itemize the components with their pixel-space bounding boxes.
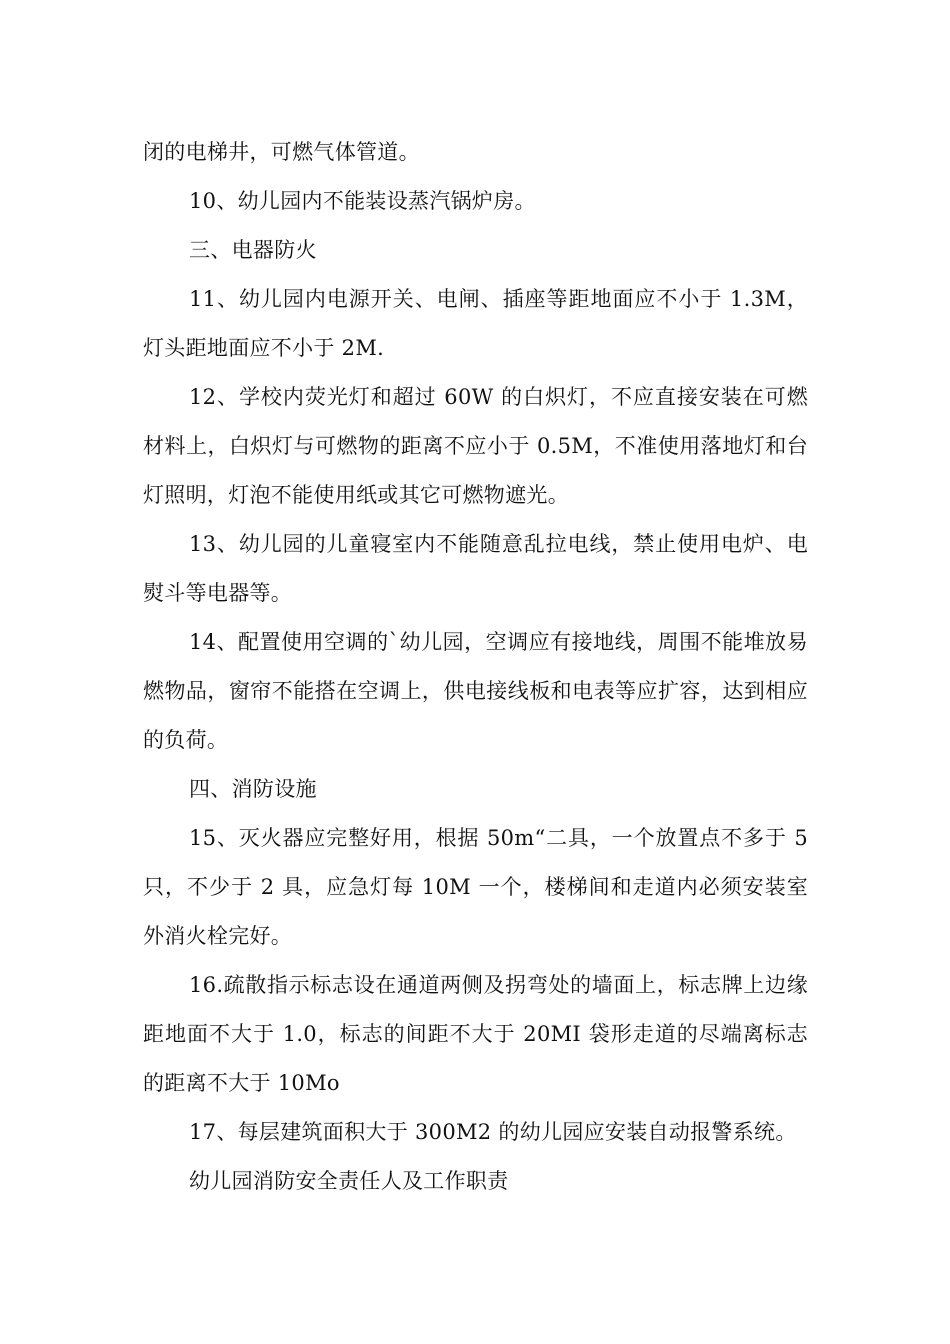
paragraph-item-13: 13、幼儿园的儿童寝室内不能随意乱拉电线，禁止使用电炉、电熨斗等电器等。: [143, 532, 808, 605]
paragraph-item-17: 17、每层建筑面积大于 300M2 的幼儿园应安装自动报警系统。: [189, 1120, 797, 1144]
paragraph-item-10: 10、幼儿园内不能装设蒸汽锅炉房。: [189, 189, 536, 213]
paragraph-item-16: 16.疏散指示标志设在通道两侧及拐弯处的墙面上，标志牌上边缘距地面不大于 1.0，标志的间距不大于 20MI 袋形走道的尽端离标志的距离不大于 10Mo: [143, 973, 808, 1095]
paragraph-continuation: 闭的电梯井，可燃气体管道。: [143, 140, 420, 164]
document-body: [143, 128, 808, 1206]
paragraph-item-11: 11、幼儿园内电源开关、电闸、插座等距地面应不小于 1.3M，灯头距地面应不小于 2M.: [143, 287, 808, 360]
section-heading-facilities: 四、消防设施: [189, 777, 317, 801]
paragraph-item-15: 15、灭火器应完整好用，根据 50m“二具，一个放置点不多于 5 只，不少于 2 具，应急灯每 10M 一个，楼梯间和走道内必须安装室外消火栓完好。: [143, 826, 808, 948]
paragraph-item-12: 12、学校内荧光灯和超过 60W 的白炽灯，不应直接安装在可燃材料上，白炽灯与可燃物的距离不应小于 0.5M，不准使用落地灯和台灯照明，灯泡不能使用纸或其它可燃物遮光。: [143, 385, 808, 507]
section-heading-electrical: 三、电器防火: [189, 238, 317, 262]
paragraph-item-14: 14、配置使用空调的`幼儿园，空调应有接地线，周围不能堆放易燃物品，窗帘不能搭在空调上，供电接线板和电表等应扩容，达到相应的负荷。: [143, 630, 808, 752]
section-heading-responsibility: 幼儿园消防安全责任人及工作职责: [189, 1169, 509, 1193]
